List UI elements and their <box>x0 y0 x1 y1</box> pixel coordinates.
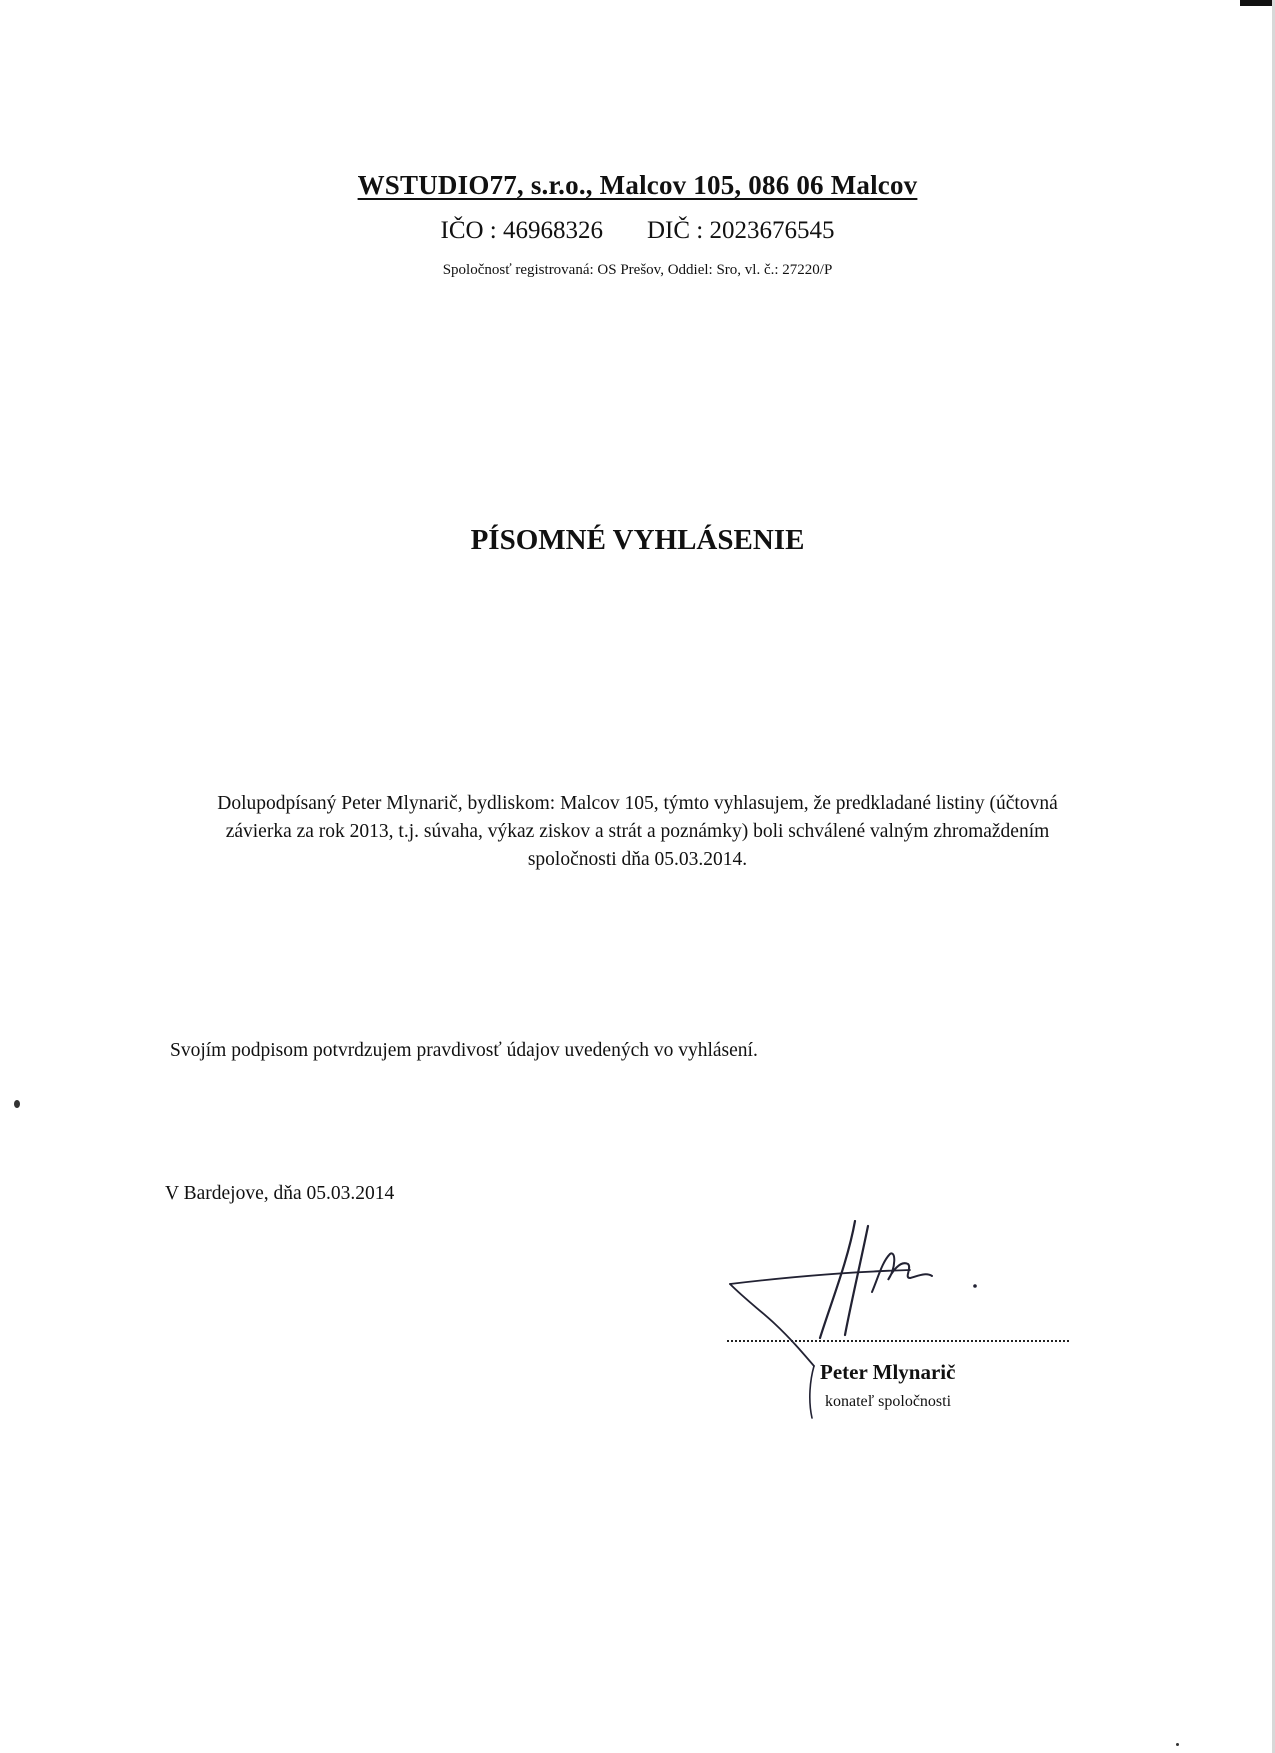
company-ids <box>0 217 1275 245</box>
scan-speck <box>1176 1743 1179 1746</box>
handwritten-signature <box>720 1220 990 1420</box>
place-and-date: V Bardejove, dňa 05.03.2014 <box>165 1183 395 1204</box>
statement-paragraph <box>150 790 1125 874</box>
company-header <box>0 170 1275 201</box>
signer-role: konateľ spoločnosti <box>825 1393 952 1410</box>
dic-number: DIČ : 2023676545 <box>647 217 835 244</box>
signer-name: Peter Mlynarič <box>820 1360 956 1384</box>
ico-number: IČO : 46968326 <box>440 217 603 244</box>
statement-line: závierka za rok 2013, t.j. súvaha, výkaz ziskov a strát a poznámky) boli schválené valným zhromaždením <box>225 821 1050 842</box>
company-line: WSTUDIO77, s.r.o., Malcov 105, 086 06 Malcov <box>357 170 918 200</box>
statement-line: spoločnosti dňa 05.03.2014. <box>527 849 748 870</box>
scan-edge-mark <box>1240 0 1275 6</box>
scan-speck <box>14 1100 20 1108</box>
confirmation-text: Svojím podpisom potvrdzujem pravdivosť údajov uvedených vo vyhlásení. <box>170 1040 758 1061</box>
registration-info: Spoločnosť registrovaná: OS Prešov, Oddiel: Sro, vl. č.: 27220/P <box>442 262 833 278</box>
statement-line: Dolupodpísaný Peter Mlynarič, bydliskom: Malcov 105, týmto vyhlasujem, že predkladané listiny (účtovná <box>217 793 1058 814</box>
document-title: PÍSOMNÉ VYHLÁSENIE <box>470 524 805 556</box>
